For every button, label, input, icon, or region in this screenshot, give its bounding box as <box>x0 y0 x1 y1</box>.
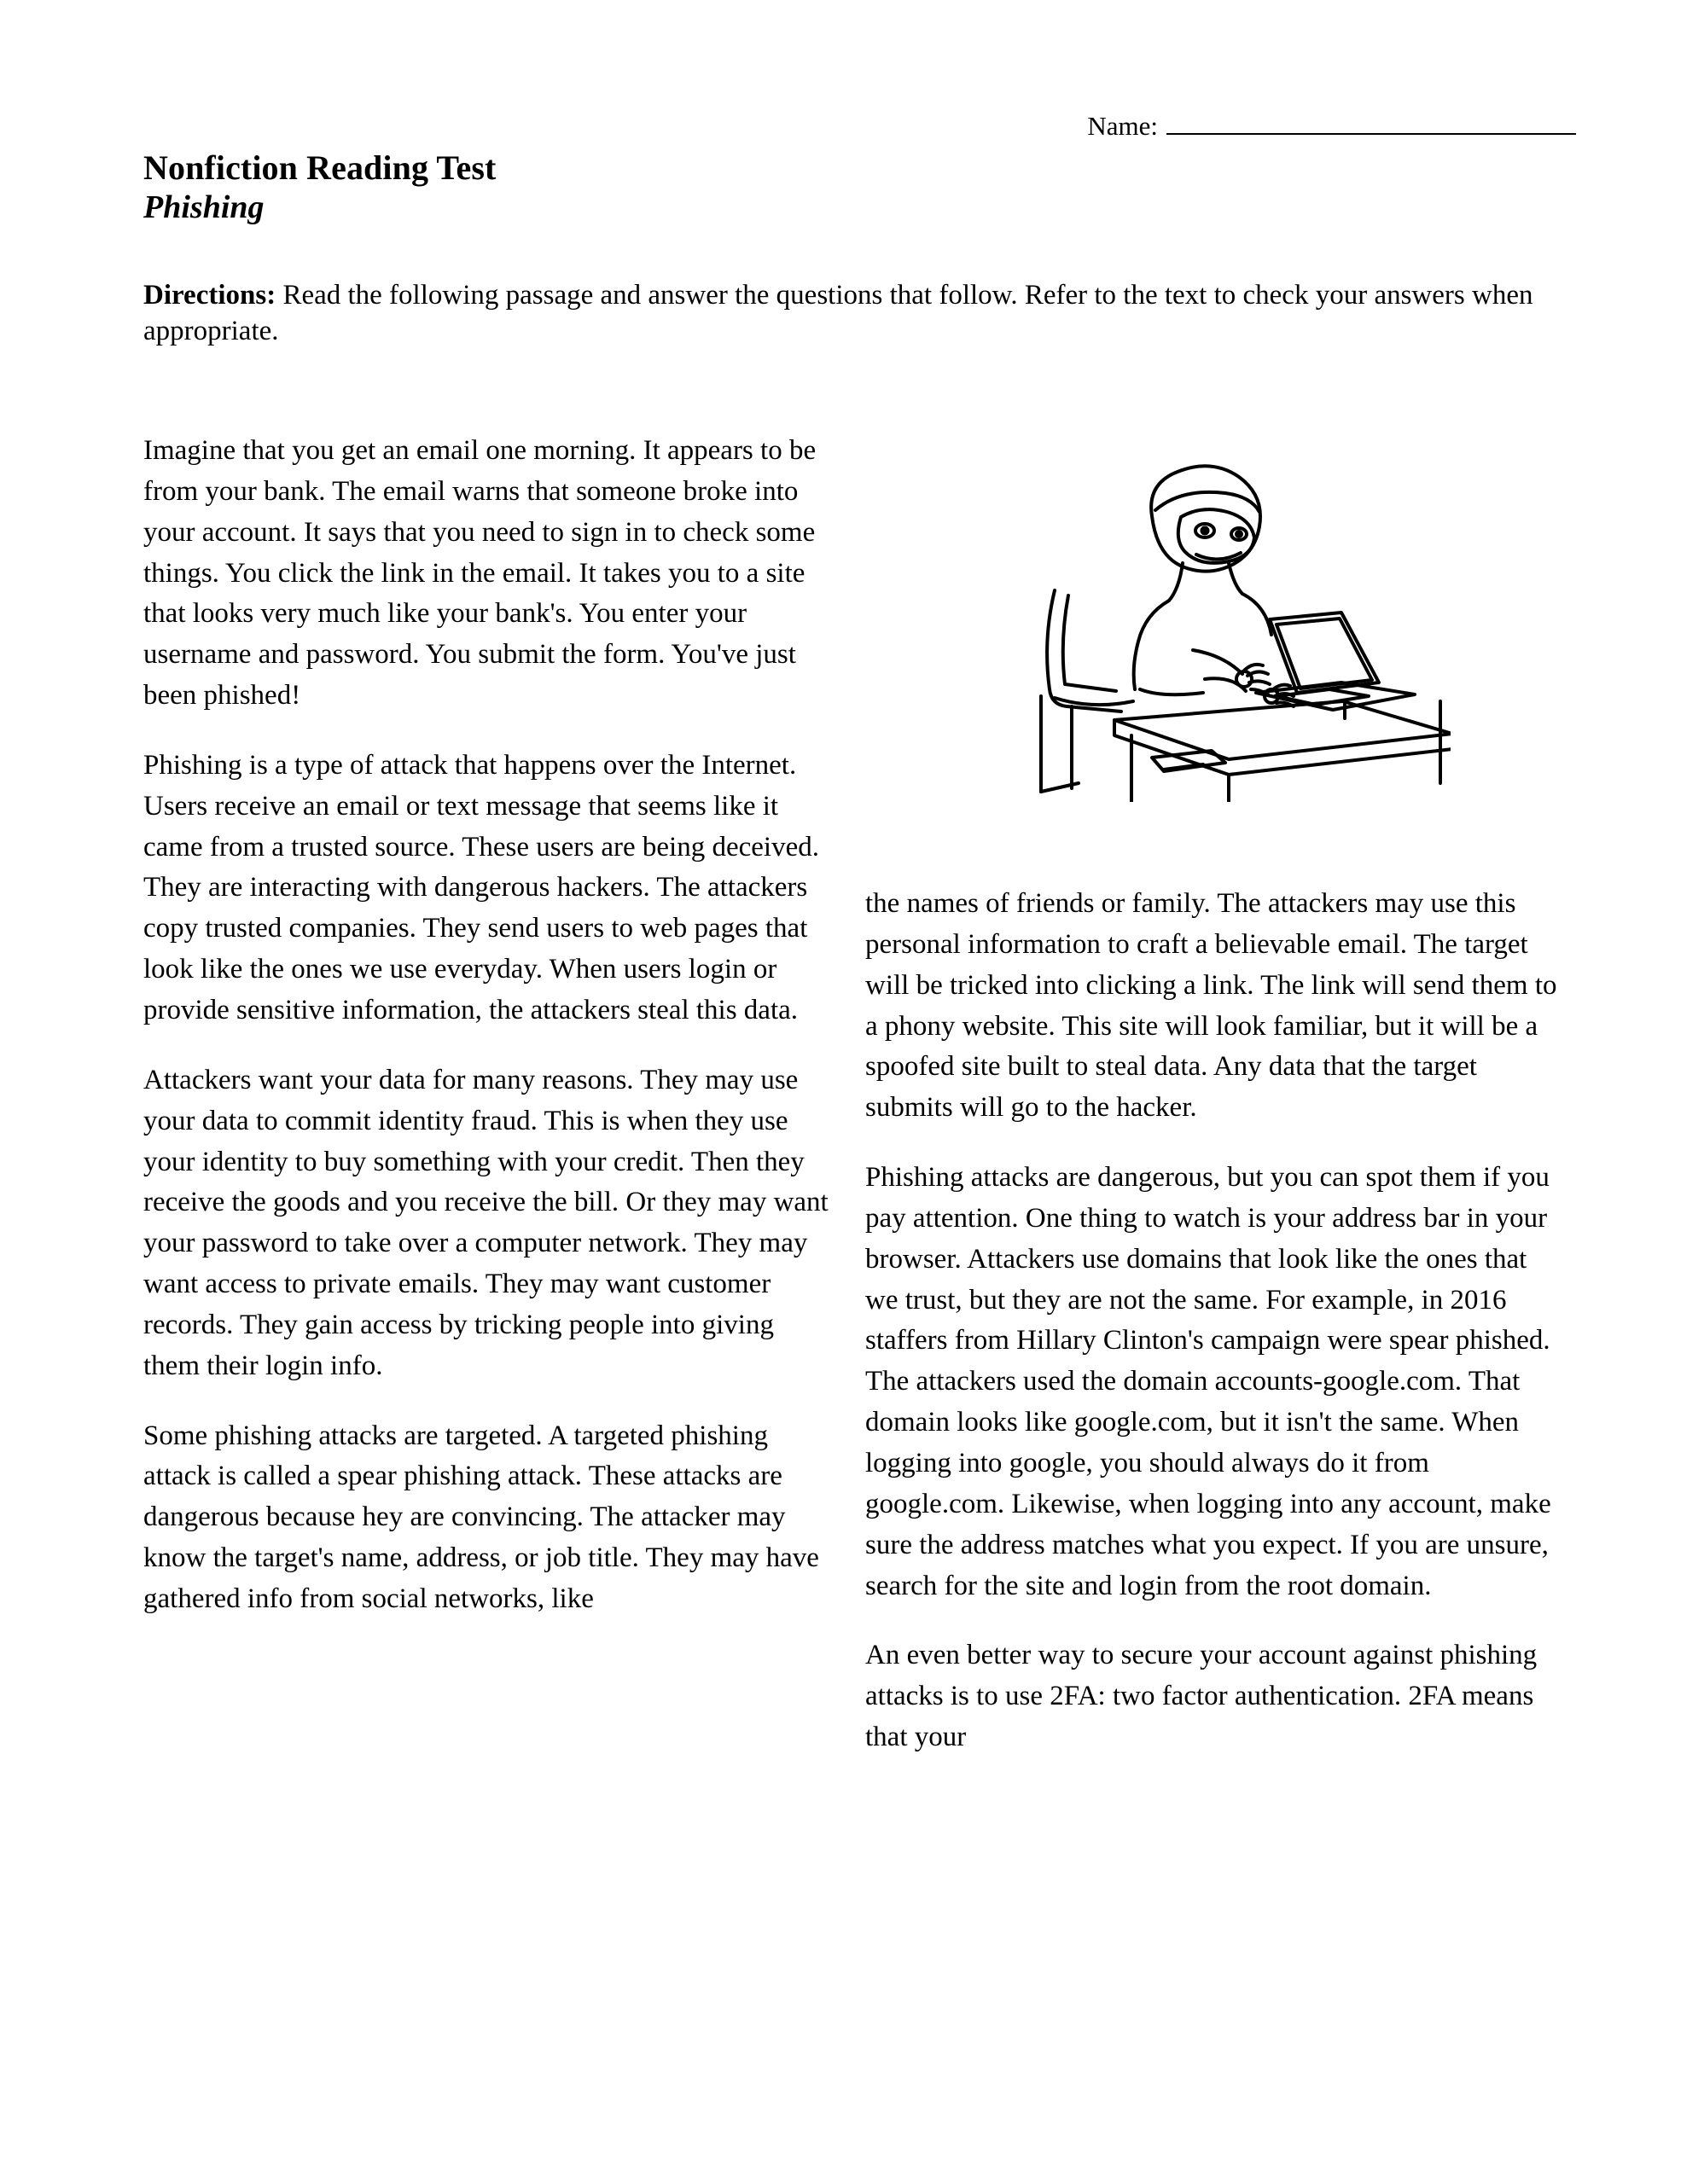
page-subtitle: Phishing <box>143 189 265 225</box>
title-block <box>143 149 496 225</box>
passage-left-column <box>143 431 833 1620</box>
name-label: Name: <box>1087 111 1158 141</box>
directions-label: Directions: <box>143 280 276 311</box>
page-title: Nonfiction Reading Test <box>143 148 497 187</box>
directions-paragraph <box>143 277 1564 349</box>
passage-paragraph: Attackers want your data for many reasons. They may use your data to commit identity fraud. This is when they use your identity to buy something with your credit. Then they receive the goods and you receive the bill. Or they may want your password to take over a computer network. They may want access to private emails. They may want customer records. They gain access by tricking people into giving them their login info. <box>143 1064 829 1381</box>
hacker-at-laptop-icon <box>973 435 1451 802</box>
passage-paragraph: Phishing attacks are dangerous, but you can spot them if you pay attention. One thing to watch is your address bar in your browser. Attackers use domains that look like the ones that we trust, but they are not the same. For example, in 2016 staffers from Hillary Clinton's campaign were spear phished. The attackers used the domain accounts-google.com. That domain looks like google.com, but it isn't the same. When logging into google, you should always do it from google.com. Likewise, when logging into any account, make sure the address matches what you expect. If you are unsure, search for the site and login from the root domain. <box>865 1162 1551 1601</box>
passage-paragraph: An even better way to secure your account against phishing attacks is to use 2FA: two factor authentication. 2FA means that your <box>865 1640 1538 1753</box>
passage-paragraph: Some phishing attacks are targeted. A targeted phishing attack is called a spear phishing attack. These attacks are dangerous because hey are convincing. The attacker may know the target's name, address, or job title. They may have gathered info from social networks, like <box>143 1420 819 1614</box>
passage-right-column <box>865 884 1565 1758</box>
passage-paragraph: the names of friends or family. The attackers may use this personal information to craft a believable email. The target will be tricked into clicking a link. The link will send them to a phony website. This site will look familiar, but it will be a spoofed site built to steal data. Any data that the target submits will go to the hacker. <box>865 888 1557 1124</box>
passage-paragraph: Imagine that you get an email one morning. It appears to be from your bank. The email warns that someone broke into your account. It says that you need to sign in to check some things. You click the link in the email. It takes you to a site that looks very much like your bank's. You enter your username and password. You submit the form. You've just been phished! <box>143 435 817 712</box>
directions-text: Read the following passage and answer the questions that follow. Refer to the text to check your answers when appropriate. <box>143 280 1533 347</box>
name-input-blank[interactable] <box>1166 109 1576 135</box>
name-field-row <box>1087 109 1576 142</box>
passage-paragraph: Phishing is a type of attack that happens over the Internet. Users receive an email or text message that seems like it came from a trusted source. These users are being deceived. They are interacting with dangerous hackers. The attackers copy trusted companies. They send users to web pages that look like the ones we use everyday. When users login or provide sensitive information, the attackers steal this data. <box>143 749 819 1025</box>
